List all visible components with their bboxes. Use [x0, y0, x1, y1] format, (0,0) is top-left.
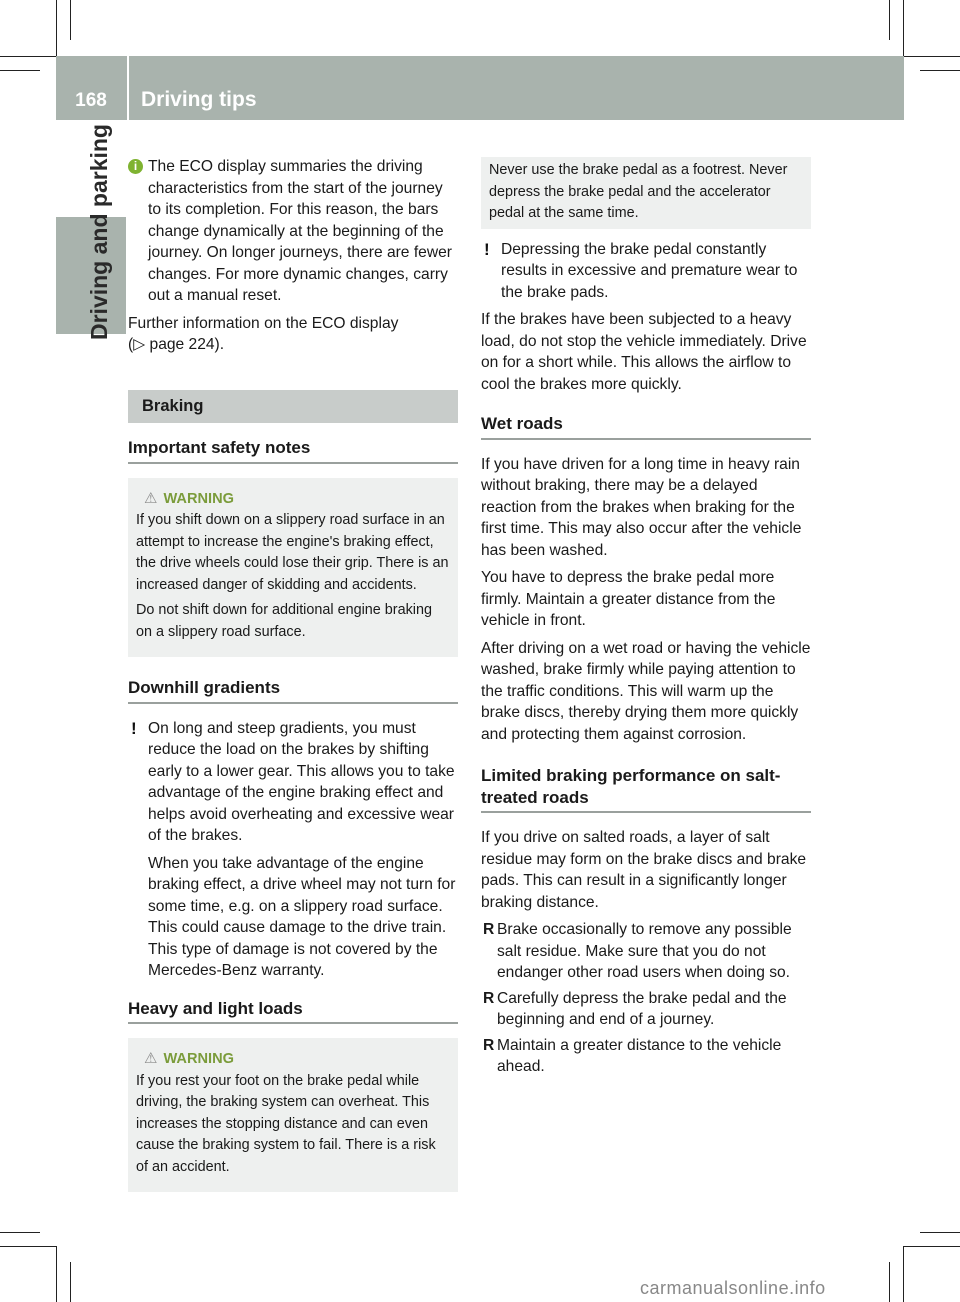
heading-salt-roads: [481, 765, 811, 813]
crop-mark: [920, 70, 960, 71]
watermark: carmanualsonline.info: [640, 1278, 826, 1298]
heading-loads: Heavy and light loads: [128, 998, 458, 1025]
body-text: If you drive on salted roads, a layer of salt residue may form on the brake discs and brake pads. This can result in a significantly longer braking distance.: [481, 829, 807, 911]
warning-box: [128, 1038, 458, 1192]
heading-safety-notes: Important safety notes: [128, 437, 458, 464]
page-reference-link[interactable]: (▷ page 224).: [128, 336, 225, 353]
warning-text: If you rest your foot on the brake pedal while driving, the braking system can overheat. This increases the stopping distance and can even cause the braking system to fail. There is a risk of an accident.: [136, 1072, 436, 1175]
warning-title: WARNING: [163, 490, 234, 507]
list-item-text: Brake occasionally to remove any possible salt residue. Make sure that you do not endanger other road users when doing so.: [497, 921, 792, 981]
info-icon: i: [128, 159, 143, 174]
section-title: Driving tips: [141, 88, 257, 111]
section-bar-braking: Braking: [128, 390, 458, 424]
bullet-marker: R: [483, 921, 495, 938]
warning-box: [128, 478, 458, 658]
caution-icon: !: [484, 239, 490, 259]
list-item: [481, 919, 811, 984]
body-text: If you have driven for a long time in heavy rain without braking, there may be a delayed reaction from the brakes when braking for the first time. This may also occur after the vehicle has been washed.: [481, 455, 802, 559]
header-divider: [127, 56, 129, 120]
heading-downhill: Downhill gradients: [128, 677, 458, 704]
caution-text: On long and steep gradients, you must reduce the load on the brakes by shifting early to a lower gear. This allows you to take advantage of the engine braking effect and helps avoid overheating and excessive wear of the brakes.: [148, 719, 455, 844]
crop-mark: [920, 1232, 960, 1233]
list-item-text: Maintain a greater distance to the vehicle ahead.: [497, 1036, 782, 1075]
body-text: You have to depress the brake pedal more firmly. Maintain a greater distance from the vehicle in front.: [481, 569, 776, 629]
warning-text: If you shift down on a slippery road surface in an attempt to increase the engine's braking effect, the drive wheels could lose their grip. There is an increased danger of skidding and accidents.: [136, 512, 449, 593]
page-number: 168: [75, 90, 107, 111]
crop-mark: [889, 0, 890, 40]
crop-mark: [904, 56, 960, 57]
warning-triangle-icon: ⚠: [144, 489, 158, 507]
crop-mark: [70, 0, 71, 40]
chapter-label: Driving and parking: [86, 124, 112, 340]
body-text: After driving on a wet road or having the vehicle washed, brake firmly while paying attention to the traffic conditions. This will warm up the brake discs, thereby drying them more quickly and protecting them against corrosion.: [481, 639, 811, 743]
caution-icon: !: [131, 718, 137, 738]
crop-mark: [0, 1232, 40, 1233]
crop-mark: [0, 56, 56, 57]
heading-line: Limited braking performance on salt-: [481, 766, 781, 785]
crop-mark: [70, 1262, 71, 1302]
heading-wet-roads: Wet roads: [481, 413, 811, 440]
list-item: [481, 1035, 811, 1078]
bullet-marker: R: [483, 1036, 495, 1054]
body-text: If the brakes have been subjected to a heavy load, do not stop the vehicle immediately. Drive on for a short while. This allows the airflow to cool the brakes more quickly.: [481, 311, 807, 393]
crop-mark: [889, 1262, 890, 1302]
crop-mark: [0, 70, 40, 71]
right-column: [481, 157, 811, 1082]
caution-text: Depressing the brake pedal constantly results in excessive and premature wear to the brake pads.: [501, 240, 798, 301]
caution-text-2: When you take advantage of the engine braking effect, a drive wheel may not turn for some time, e.g. on a slippery road surface. This could cause damage to the drive train. This type of damage is not covered by the Mercedes-Benz warranty.: [148, 854, 456, 979]
warning-triangle-icon: ⚠: [144, 1050, 158, 1067]
list-item-text: Carefully depress the brake pedal and the beginning and end of a journey.: [497, 989, 787, 1028]
crop-mark: [56, 1246, 57, 1302]
crop-mark: [903, 0, 904, 56]
warning-title: WARNING: [163, 1051, 234, 1067]
note-box: Never use the brake pedal as a footrest. Never depress the brake pedal and the accelerator pedal at the same time.: [481, 157, 811, 229]
left-column: [128, 156, 458, 1212]
further-info: [128, 313, 458, 356]
crop-mark: [904, 1246, 960, 1247]
crop-mark: [0, 1246, 56, 1247]
crop-mark: [903, 1246, 904, 1302]
bullet-marker: R: [483, 989, 495, 1007]
crop-mark: [56, 0, 57, 56]
further-info-text: Further information on the ECO display: [128, 314, 399, 332]
info-text: The ECO display summaries the driving characteristics from the start of the journey to its completion. For this reason, the bars change dynamically at the beginning of the journey. On longer journeys, there are fewer changes. For more dynamic changes, carry out a manual reset.: [148, 158, 452, 304]
caution-note: [128, 718, 458, 847]
warning-text: Do not shift down for additional engine braking on a slippery road surface.: [136, 602, 432, 640]
heading-line: treated roads: [481, 787, 589, 807]
info-note: [128, 156, 458, 307]
list-item: [481, 988, 811, 1031]
caution-note: [481, 239, 811, 304]
